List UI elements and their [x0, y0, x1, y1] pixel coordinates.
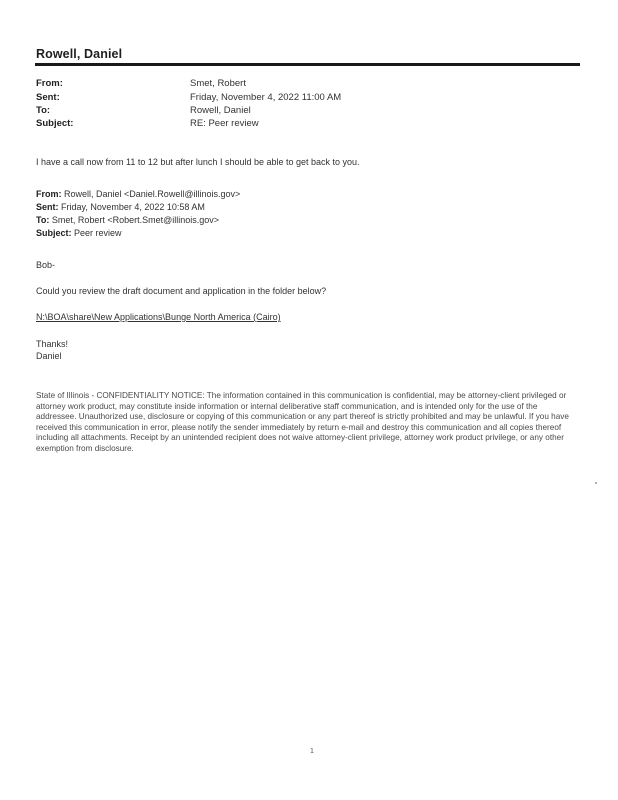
quoted-subject-label: Subject:: [36, 228, 72, 238]
quoted-from: [36, 188, 240, 200]
quoted-sent-label: Sent:: [36, 202, 59, 212]
quoted-greeting: Bob-: [36, 260, 56, 270]
header-label-from: From:: [36, 78, 63, 89]
header-divider: [35, 63, 580, 66]
header-value-sent: Friday, November 4, 2022 11:00 AM: [190, 92, 342, 103]
quoted-sent-value: Friday, November 4, 2022 10:58 AM: [61, 202, 205, 212]
quoted-sent: [36, 201, 205, 213]
header-value-from: Smet, Robert: [190, 78, 246, 89]
quoted-from-label: From:: [36, 189, 62, 199]
header-row-from: [36, 77, 581, 91]
header-row-subject: [36, 117, 581, 131]
quoted-subject-value: Peer review: [74, 228, 122, 238]
header-row-sent: [36, 91, 581, 105]
scan-speck: [595, 482, 597, 484]
folder-path-link-line: [36, 311, 281, 323]
header-value-subject: RE: Peer review: [190, 118, 259, 129]
quoted-to: [36, 214, 219, 226]
header-value-to: Rowell, Daniel: [190, 105, 251, 116]
quoted-subject: [36, 227, 122, 239]
quoted-to-label: To:: [36, 215, 50, 225]
header-row-to: [36, 104, 581, 118]
quoted-body: Could you review the draft document and application in the folder below?: [36, 286, 327, 296]
header-label-to: To:: [36, 105, 51, 116]
quoted-to-value: Smet, Robert <Robert.Smet@illinois.gov>: [51, 215, 220, 225]
folder-path-link[interactable]: N:\BOA\share\New Applications\Bunge North America (Cairo): [36, 312, 281, 322]
quoted-from-value: Rowell, Daniel <Daniel.Rowell@illinois.gov>: [64, 189, 241, 199]
header-label-subject: Subject:: [36, 118, 74, 129]
confidentiality-notice: State of Illinois - CONFIDENTIALITY NOTICE: The information contained in this communication is confidential, may be attorney-client privileged or attorney work product, may constitute inside information or internal deliberative staff communication, and is intended only for the use of the addressee. Unauthorized use, disclosure or copying of this communication or any part thereof is strictly prohibited and may be unlawful. If you have received this communication in error, please notify the sender immediately by return e-mail and destroy this communication and all copies thereof including all attachments. Receipt by an unintended recipient does not waive attorney-client privilege, attorney work product privilege, or any other exemption from disclosure.: [36, 391, 569, 453]
page-number: 1: [310, 748, 314, 755]
quoted-closing: Thanks!: [36, 339, 69, 349]
quoted-signature: Daniel: [36, 351, 62, 361]
mailbox-owner-name: Rowell, Daniel: [36, 47, 123, 61]
header-label-sent: Sent:: [36, 92, 60, 103]
reply-body: I have a call now from 11 to 12 but after lunch I should be able to get back to you.: [36, 157, 360, 167]
